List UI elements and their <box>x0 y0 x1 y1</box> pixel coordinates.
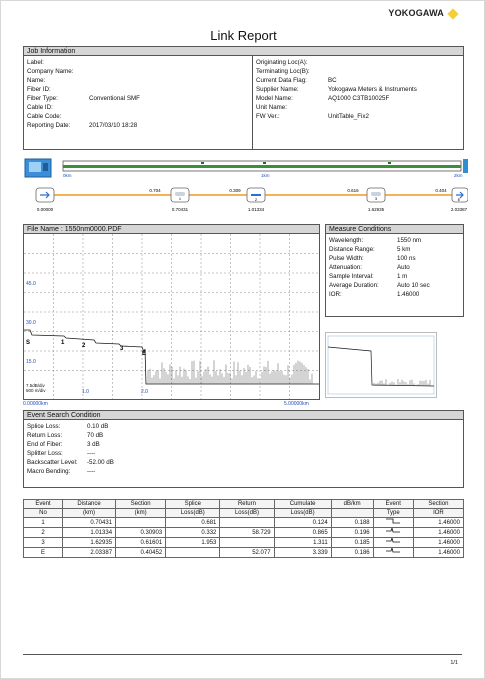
table-cell-dbkm: 0.188 <box>331 518 373 528</box>
scale-db-div: 7.5dB/div <box>26 383 45 388</box>
table-header-unit-cell: Loss(dB) <box>220 509 274 518</box>
event-reflect-icon <box>373 528 413 538</box>
table-cell-splice: 0.332 <box>166 528 220 538</box>
info-label: Model Name: <box>256 95 293 102</box>
page-number: 1/1 <box>450 660 458 666</box>
info-value: Auto <box>397 264 410 271</box>
position-label-start: 0.00000 <box>36 207 54 212</box>
table-cell-section <box>116 518 166 528</box>
info-row <box>256 94 462 103</box>
section-label-1: 0.704 <box>149 188 161 193</box>
position-label-2: 1.01334 <box>247 207 265 212</box>
table-header-unit-cell: No <box>24 509 63 518</box>
info-label: Sample Interval: <box>329 273 374 280</box>
marker-s: S <box>26 340 31 346</box>
info-row <box>27 85 249 94</box>
y-tick-30: 30.0 <box>26 320 36 326</box>
info-label: Wavelength: <box>329 237 364 244</box>
table-header-cell: Event <box>24 500 63 509</box>
info-label: Name: <box>27 77 46 84</box>
table-cell-cumulate: 0.124 <box>274 518 331 528</box>
table-cell-dbkm: 0.185 <box>331 538 373 548</box>
table-cell-section: 0.30903 <box>116 528 166 538</box>
brand-diamond-icon <box>447 8 458 19</box>
job-left-column <box>27 58 249 130</box>
event-table-container <box>23 499 464 558</box>
info-row <box>329 290 463 299</box>
info-row <box>27 440 227 449</box>
page-title: Link Report <box>210 28 277 43</box>
position-label-end: 2.03387 <box>450 207 468 212</box>
event-search-panel <box>23 410 464 488</box>
table-header-unit-cell: Loss(dB) <box>166 509 220 518</box>
table-header-cell: Section <box>413 500 463 509</box>
scale-start-label: 0km <box>63 173 72 178</box>
info-row <box>27 76 249 85</box>
event-reflect-icon <box>373 538 413 548</box>
info-row <box>27 467 227 476</box>
info-value: ---- <box>87 450 96 457</box>
info-row <box>27 103 249 112</box>
position-label-3: 1.62935 <box>367 207 385 212</box>
table-header-cell: Return <box>220 500 274 509</box>
info-row <box>27 422 227 431</box>
info-label: Current Data Flag: <box>256 77 307 84</box>
table-cell-ior: 1.46000 <box>413 548 463 558</box>
info-row <box>329 254 463 263</box>
x-tick-2: 2.0 <box>141 389 148 395</box>
marker-1: 1 <box>61 340 65 346</box>
table-header-unit-cell: (km) <box>63 509 116 518</box>
info-label: Originating Loc(A): <box>256 59 308 66</box>
info-row <box>27 112 249 121</box>
table-cell-splice: 0.681 <box>166 518 220 528</box>
marker-3: 3 <box>120 346 124 352</box>
trace-panel <box>23 224 320 400</box>
info-row <box>256 76 462 85</box>
event-1-node-icon <box>171 188 189 202</box>
table-cell-ior: 1.46000 <box>413 538 463 548</box>
trace-file-name: File Name : 1550nm0000.PDF <box>24 225 319 234</box>
table-cell-section: 0.40452 <box>116 548 166 558</box>
start-node-icon <box>36 188 54 202</box>
info-value: 3 dB <box>87 441 100 448</box>
info-value: 5 km <box>397 246 411 253</box>
info-label: IOR: <box>329 291 342 298</box>
info-label: Distance Range: <box>329 246 375 253</box>
info-value: 70 dB <box>87 432 104 439</box>
otdr-trace-chart <box>24 234 319 399</box>
table-cell-no: 3 <box>24 538 63 548</box>
table-cell-ret <box>220 538 274 548</box>
info-label: Backscatter Level: <box>27 459 78 466</box>
footer-divider <box>23 654 462 655</box>
brand-logo: YOKOGAWA <box>388 8 444 18</box>
info-row <box>256 103 462 112</box>
table-row <box>24 538 464 548</box>
y-tick-45: 45.0 <box>26 281 36 287</box>
info-row <box>256 58 462 67</box>
info-label: Unit Name: <box>256 104 287 111</box>
svg-text:3: 3 <box>374 196 378 201</box>
info-row <box>329 236 463 245</box>
table-cell-ior: 1.46000 <box>413 528 463 538</box>
table-row <box>24 528 464 538</box>
table-header-unit-cell <box>331 509 373 518</box>
info-label: Splitter Loss: <box>27 450 63 457</box>
job-right-column <box>256 58 462 121</box>
table-cell-section: 0.61601 <box>116 538 166 548</box>
scale-m-div: 500 m/div <box>26 388 46 393</box>
table-header-row-units <box>24 509 464 518</box>
info-label: Average Duration: <box>329 282 379 289</box>
info-row <box>27 458 227 467</box>
scale-end-label: 2km <box>454 173 463 178</box>
info-row <box>329 245 463 254</box>
info-label: Fiber Type: <box>27 95 58 102</box>
info-value: -52.00 dB <box>87 459 114 466</box>
info-label: Return Loss: <box>27 432 63 439</box>
info-row <box>27 67 249 76</box>
info-value: Auto 10 sec <box>397 282 430 289</box>
info-label: Cable Code: <box>27 113 62 120</box>
measure-conditions-list <box>329 236 463 299</box>
table-cell-splice: 1.953 <box>166 538 220 548</box>
svg-text:2: 2 <box>254 197 258 202</box>
info-label: Cable ID: <box>27 104 53 111</box>
table-cell-cumulate: 3.339 <box>274 548 331 558</box>
end-node-icon <box>452 188 468 202</box>
info-value: 1 m <box>397 273 408 280</box>
table-header-cell: Distance <box>63 500 116 509</box>
info-label: End of Fiber: <box>27 441 63 448</box>
info-label: FW Ver.: <box>256 113 280 120</box>
table-cell-splice <box>166 548 220 558</box>
info-row <box>256 67 462 76</box>
otdr-device-icon <box>25 159 51 177</box>
svg-text:E: E <box>457 197 461 202</box>
table-cell-ret: 58.729 <box>220 528 274 538</box>
table-header-cell: Cumulate <box>274 500 331 509</box>
info-row <box>27 121 249 130</box>
info-row <box>329 263 463 272</box>
info-label: Splice Loss: <box>27 423 61 430</box>
info-row <box>27 431 227 440</box>
measure-conditions-panel <box>325 224 464 317</box>
info-label: Supplier Name: <box>256 86 299 93</box>
event-search-list <box>27 422 227 476</box>
event-3-node-icon <box>367 188 385 202</box>
info-label: Fiber ID: <box>27 86 51 93</box>
table-cell-no: E <box>24 548 63 558</box>
table-header-cell: dB/km <box>331 500 373 509</box>
info-value: 1.46000 <box>397 291 420 298</box>
marker-2: 2 <box>82 343 86 349</box>
table-cell-cumulate: 0.865 <box>274 528 331 538</box>
table-header-unit-cell: IOR <box>413 509 463 518</box>
table-header-unit-cell: Type <box>373 509 413 518</box>
section-label-2: 0.309 <box>229 188 241 193</box>
y-tick-15: 15.0 <box>26 359 36 365</box>
info-value: Conventional SMF <box>89 95 140 102</box>
table-cell-dbkm: 0.196 <box>331 528 373 538</box>
info-value: 100 ns <box>397 255 416 262</box>
event-reflect-icon <box>373 548 413 558</box>
table-cell-ior: 1.46000 <box>413 518 463 528</box>
table-cell-no: 2 <box>24 528 63 538</box>
info-row <box>27 58 249 67</box>
info-label: Reporting Date: <box>27 122 71 129</box>
info-row <box>329 272 463 281</box>
info-row <box>256 85 462 94</box>
table-cell-distance: 1.01334 <box>63 528 116 538</box>
event-table <box>23 499 464 558</box>
job-information-panel <box>23 46 464 150</box>
x-axis-start: 0.00000km <box>23 401 48 407</box>
job-information-header: Job Information <box>24 47 463 56</box>
event-search-header: Event Search Condition <box>24 411 463 420</box>
info-row <box>256 112 462 121</box>
info-value: BC <box>328 77 337 84</box>
section-label-3: 0.616 <box>347 188 359 193</box>
table-row <box>24 548 464 558</box>
scale-mid-label: 1km <box>261 173 270 178</box>
x-axis-mid: 5.00000km <box>284 401 309 407</box>
info-row <box>27 449 227 458</box>
table-cell-distance: 2.03387 <box>63 548 116 558</box>
table-cell-distance: 1.62935 <box>63 538 116 548</box>
info-label: Pulse Width: <box>329 255 364 262</box>
info-label: Terminating Loc(B): <box>256 68 310 75</box>
table-header-unit-cell: (km) <box>116 509 166 518</box>
info-value: UnitTable_Fix2 <box>328 113 369 120</box>
overview-svg <box>23 155 468 219</box>
table-header-row <box>24 500 464 509</box>
info-row <box>329 281 463 290</box>
info-value: 2017/03/10 18:28 <box>89 122 138 129</box>
info-label: Company Name: <box>27 68 74 75</box>
info-label: Label: <box>27 59 44 66</box>
table-cell-ret: 52.077 <box>220 548 274 558</box>
table-cell-ret <box>220 518 274 528</box>
measure-conditions-header: Measure Conditions <box>326 225 463 234</box>
marker-e: E <box>142 351 147 357</box>
table-header-cell: Splice <box>166 500 220 509</box>
event-step-icon <box>373 518 413 528</box>
info-label: Macro Bending: <box>27 468 71 475</box>
section-label-4: 0.404 <box>435 188 447 193</box>
position-label-1: 0.70431 <box>171 207 189 212</box>
info-value: 0.10 dB <box>87 423 109 430</box>
info-value: ---- <box>87 468 96 475</box>
table-header-unit-cell: Loss(dB) <box>274 509 331 518</box>
mini-waveform <box>325 332 437 398</box>
table-header-cell: Section <box>116 500 166 509</box>
table-cell-distance: 0.70431 <box>63 518 116 528</box>
table-cell-dbkm: 0.186 <box>331 548 373 558</box>
table-cell-no: 1 <box>24 518 63 528</box>
info-value: Yokogawa Meters & Instruments <box>328 86 417 93</box>
table-cell-cumulate: 1.311 <box>274 538 331 548</box>
info-row <box>27 94 249 103</box>
table-row <box>24 518 464 528</box>
table-header-cell: Event <box>373 500 413 509</box>
event-2-node-icon <box>247 188 265 202</box>
info-value: AQ1000 C3TB10025F <box>328 95 390 102</box>
info-value: 1550 nm <box>397 237 422 244</box>
info-label: Attenuation: <box>329 264 363 271</box>
x-tick-1: 1.0 <box>82 389 89 395</box>
link-overview <box>23 155 468 219</box>
svg-text:1: 1 <box>178 196 182 201</box>
